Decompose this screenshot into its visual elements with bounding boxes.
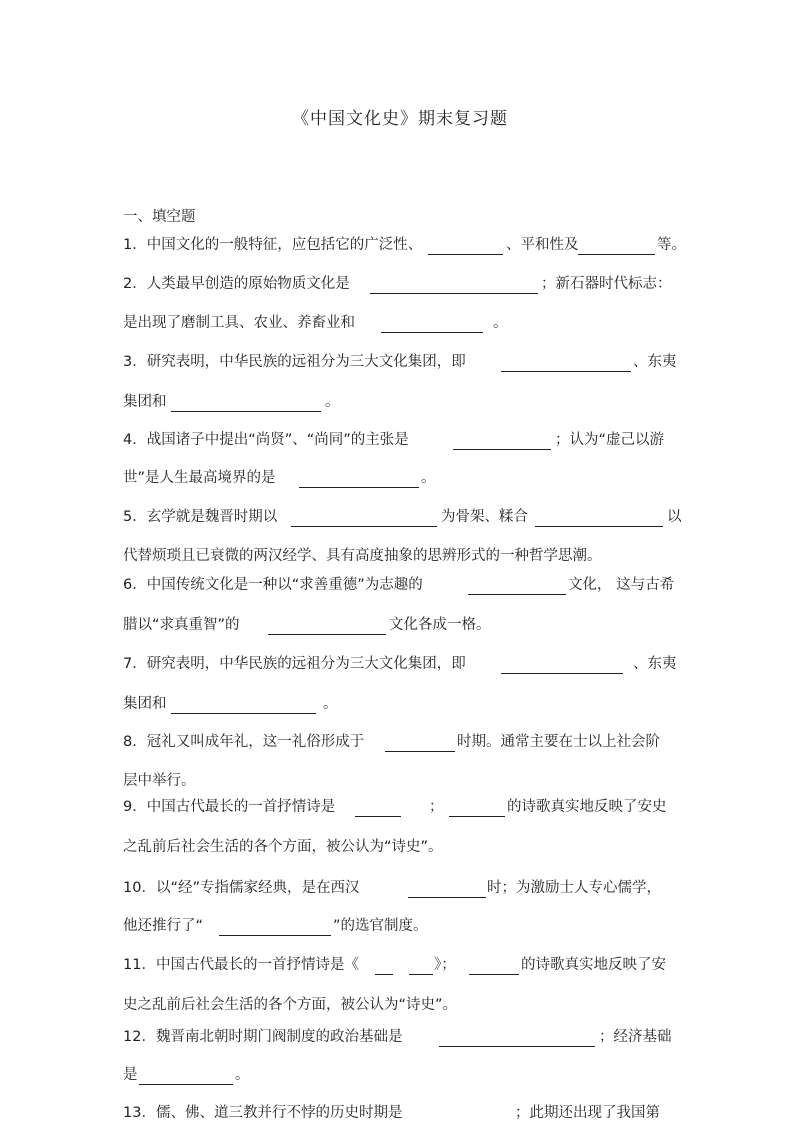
question-12-line-2 [123, 1063, 683, 1087]
q11-text-d: 史之乱前后社会生活的各个方面，被公认为“诗史”。 [123, 997, 458, 1013]
question-11-line-1 [123, 953, 683, 977]
q5-text-c: 以 [667, 509, 682, 525]
q7-text-c: 集团和 [123, 696, 167, 712]
section-heading [123, 205, 683, 229]
q11-blank-1b[interactable] [409, 974, 433, 975]
q7-text-b: 、东夷 [633, 656, 677, 672]
question-3-line-2 [123, 390, 683, 414]
q6-text-d: 文化各成一格。 [389, 617, 491, 633]
q7-text-a: 7．研究表明，中华民族的远祖分为三大文化集团，即 [123, 656, 466, 672]
q4-text-d: 。 [421, 470, 436, 486]
q1-blank-1[interactable] [428, 254, 503, 255]
q8-text-b: 时期。通常主要在士以上社会阶 [457, 734, 660, 750]
question-12-line-1 [123, 1025, 683, 1049]
q4-text-a: 4．战国诸子中提出“尚贤”、“尚同”的主张是 [123, 432, 409, 448]
q12-blank-1[interactable] [439, 1046, 595, 1047]
q2-text-a: 2．人类最早创造的原始物质文化是 [123, 276, 350, 292]
question-10-line-2 [123, 914, 683, 938]
q8-text-a: 8．冠礼又叫成年礼，这一礼俗形成于 [123, 734, 365, 750]
q4-text-b: ；认为“虚己以游 [555, 432, 665, 448]
q10-text-a: 10．以“经”专指儒家经典，是在西汉 [123, 880, 360, 896]
q5-blank-1[interactable] [291, 526, 437, 527]
q3-text-b: 、东夷 [633, 354, 677, 370]
q4-blank-2[interactable] [299, 487, 419, 488]
q13-text-b: ；此期还出现了我国第 [515, 1105, 660, 1121]
q1-text-b: 、平和性及 [506, 237, 579, 253]
q1-text-a: 1．中国文化的一般特征，应包括它的广泛性、 [123, 237, 423, 253]
q10-text-c: 他还推行了“ [123, 918, 204, 934]
q12-text-a: 12．魏晋南北朝时期门阀制度的政治基础是 [123, 1029, 403, 1045]
q8-blank-1[interactable] [385, 751, 455, 752]
q10-blank-1[interactable] [408, 897, 486, 898]
question-9-line-2 [123, 835, 683, 859]
q12-text-c: 是 [123, 1067, 138, 1083]
q2-blank-1[interactable] [370, 293, 538, 294]
page-title: 《中国文化史》期末复习题 [292, 109, 508, 129]
q6-text-b: 文化， 这与古希 [568, 577, 675, 593]
question-3-line-1 [123, 350, 683, 374]
question-13-line-1 [123, 1101, 683, 1125]
q5-text-d: 代替烦琐且已衰微的两汉经学、具有高度抽象的思辨形式的一种哲学思潮。 [123, 548, 602, 564]
q12-blank-2[interactable] [139, 1084, 233, 1085]
q9-text-b: ； [429, 799, 444, 815]
q11-blank-1a[interactable] [375, 974, 393, 975]
question-11-line-2 [123, 993, 683, 1017]
question-2-line-2 [123, 311, 683, 335]
q10-text-b: 时；为激励士人专心儒学， [487, 880, 661, 896]
q1-text-c: 等。 [657, 237, 686, 253]
section-label: 一、填空题 [123, 209, 196, 225]
q9-blank-1[interactable] [355, 816, 401, 817]
q6-blank-1[interactable] [468, 594, 566, 595]
q2-text-b: ；新石器时代标志： [541, 276, 672, 292]
q6-blank-2[interactable] [268, 634, 386, 635]
q11-text-a: 11．中国古代最长的一首抒情诗是《 [123, 957, 359, 973]
question-1 [123, 233, 686, 257]
question-9-line-1 [123, 795, 683, 819]
q9-text-c: 的诗歌真实地反映了安史 [507, 799, 667, 815]
q5-text-a: 5．玄学就是魏晋时期以 [123, 509, 278, 525]
q11-text-b: 》； [434, 957, 456, 973]
q6-text-a: 6．中国传统文化是一种以“求善重德”为志趣的 [123, 577, 423, 593]
q5-blank-2[interactable] [535, 526, 663, 527]
q11-text-c: 的诗歌真实地反映了安 [521, 957, 666, 973]
q13-text-a: 13．儒、佛、道三教并行不悖的历史时期是 [123, 1105, 403, 1121]
q12-text-b: ；经济基础 [599, 1029, 672, 1045]
q2-text-c: 是出现了磨制工具、农业、养畜业和 [123, 315, 355, 331]
q12-text-d: 。 [235, 1067, 250, 1083]
question-4-line-1 [123, 428, 683, 452]
question-7-line-2 [123, 692, 683, 716]
q8-text-c: 层中举行。 [123, 773, 196, 789]
q2-text-d: 。 [493, 315, 508, 331]
q3-blank-1[interactable] [501, 371, 631, 372]
q5-text-b: 为骨架、糅合 [441, 509, 528, 525]
q7-text-d: 。 [323, 696, 338, 712]
q7-blank-2[interactable] [171, 713, 316, 714]
q4-text-c: 世”是人生最高境界的是 [123, 470, 276, 486]
q3-text-a: 3．研究表明，中华民族的远祖分为三大文化集团，即 [123, 354, 466, 370]
question-5-line-2 [123, 544, 683, 568]
q6-text-c: 腊以“求真重智”的 [123, 617, 240, 633]
question-5-line-1 [123, 505, 683, 529]
q10-blank-2[interactable] [219, 935, 331, 936]
q3-text-d: 。 [325, 394, 340, 410]
q2-blank-2[interactable] [381, 332, 483, 333]
question-7-line-1 [123, 652, 683, 676]
question-2-line-1 [123, 272, 683, 296]
q3-text-c: 集团和 [123, 394, 167, 410]
q7-blank-1[interactable] [501, 673, 623, 674]
q10-text-d: ”的选官制度。 [333, 918, 428, 934]
question-8-line-1 [123, 730, 683, 754]
question-8-line-2 [123, 769, 683, 793]
question-4-line-2 [123, 466, 683, 490]
q3-blank-2[interactable] [171, 411, 321, 412]
q9-blank-2[interactable] [449, 816, 505, 817]
question-6-line-2 [123, 613, 683, 637]
q9-text-a: 9．中国古代最长的一首抒情诗是 [123, 799, 336, 815]
question-10-line-1 [123, 876, 683, 900]
q9-text-d: 之乱前后社会生活的各个方面，被公认为“诗史”。 [123, 839, 443, 855]
q11-blank-2[interactable] [469, 974, 519, 975]
q1-blank-2[interactable] [578, 254, 655, 255]
question-6-line-1 [123, 573, 683, 597]
q4-blank-1[interactable] [453, 449, 551, 450]
